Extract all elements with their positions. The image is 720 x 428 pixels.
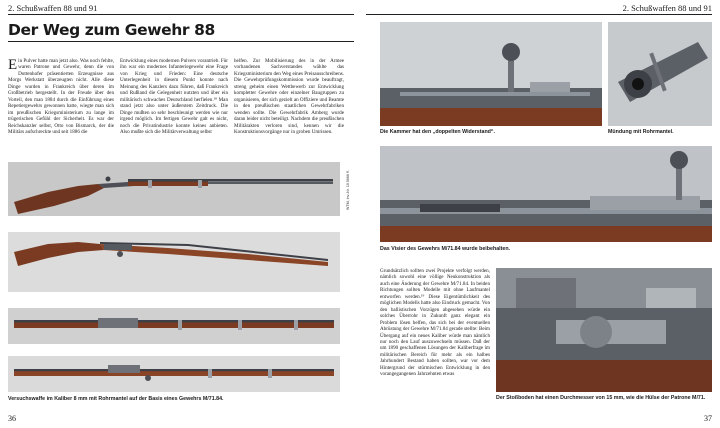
rifle-photo-1 bbox=[8, 162, 340, 216]
left-header-rule bbox=[8, 14, 354, 15]
caption-kammer: Die Kammer hat den „doppelten Widerstand“. bbox=[380, 129, 496, 135]
text-column-3: helfen. Zur Mobilisierung des in der Armee vorhandenen Sachverstandes wählte das Kriegsministerium den Weg eines Preisausschreibens. Die Gewehrprüfungskommission wurde beauftragt, streng geheim einen Wettbewerb zur Entwicklung kompletter Gewehre oder einzelner Baugruppen zu organisieren, der sich gezielt an Offiziere und Beamte in den preußischen staatlichen Gewehrfabriken wenden sollte. Die Gewehrfabrik Amberg wurde daran leider nicht beteiligt. Nachdem die preußischen Militärakten verloren sind, kennen wir die Konstruktionsvorgänge nur in groben Umrissen. bbox=[234, 58, 344, 135]
caption-muendung: Mündung mit Rohrmantel. bbox=[608, 129, 674, 135]
text-column-2: Entwicklung eines modernen Pulvers vorantrieb. Für ihn war ein modernes Infanteriegewehr eine Frage von Krieg und Frieden: Eine deutsche Unterlegenheit in diesem Punkt konnte nach Meinung des Kanzlers dazu führen, daß Frankreich und Rußland die Gelegenheit nutzten und über ein militärisch schwaches Deutschland herfielen.¹⁸ Man stand jetzt also unter äußerstem Zeitdruck. Die Dinge mußten so sehr beschleunigt werden wie nur irgend möglich. Im fertigen Gewehr galt es nicht, noch die Privatindustrie konnte keines anbieten. Also mußte sich die Militärverwaltung selbst bbox=[120, 58, 228, 135]
muendung-photo bbox=[608, 22, 712, 126]
right-header-rule bbox=[366, 14, 712, 15]
visier-photo bbox=[380, 146, 712, 242]
right-running-head: 2. Schußwaffen 88 und 91 bbox=[622, 3, 712, 13]
page-title: Der Weg zum Gewehr 88 bbox=[8, 21, 215, 39]
text-column-1 bbox=[8, 58, 114, 155]
photo-credit: WTM, Inv.-Nr. 10.5666 ff. bbox=[346, 170, 350, 210]
text-column-1-body: in Pulver hatte man jetzt also. Was noch fehlte, waren Patrone und Gewehr, denn die von Duttenhofer präsentierten Erzeugnisse aus Morgs Werkstatt überzeugten nicht. Alle diese Dinge wurden in Frankreich über deren im Großbetrieb hergestellt. In der Freude über den Vorteil, den man 1884 durch die Einführung eines Repetiergewehrs gewonnen hatte, wiegte man sich im preußischen Kriegsministerium zu lange im trügerischen Gefühl der Sicherheit. Es war der Reichskanzler selbst, Otto von Bismarck, der die Militärs aufschreckte und seit 1886 die bbox=[8, 58, 114, 135]
kammer-photo bbox=[380, 22, 602, 126]
rifle-photo-2 bbox=[8, 232, 340, 292]
title-rule bbox=[8, 41, 354, 42]
stossboden-photo bbox=[496, 268, 712, 392]
text-column-right: Grundsätzlich sollten zwei Projekte verfolgt werden, nämlich sowohl eine völlige Neukonstruktion als auch eine Änderung der Gewehre M/71.84. In beiden Richtungen sollten Modelle mit ohne Laufmantel entworfen werden.¹⁹ Diese Eigentümlichkeit des möglichen Modells hatte also Eindruck gemacht. Von den ballistischen Vorzügen abgesehen würde ein solches Überrohr in Zukunft ganz elegant ein Problem lösen helfen, das sich bei der eventuellen Abrüstung der Gewehre M/71.84 gerade stellte: Beim Übergang auf ein neues Kaliber würde man nämlich nur noch den Lauf auszuwechseln müssen. Daß der um 1890 geschaffenen Lösungen der Kaliberfrage im militärischen Bereich für mehr als ein halbes Jahrhundert Bestand haben sollten, war vor dem Hintergrund der stürmischen Entwicklung in den vorangegangenen Jahrzehnten etwas bbox=[380, 268, 490, 378]
left-page-number: 36 bbox=[8, 414, 16, 423]
drop-cap: E bbox=[8, 58, 18, 73]
rifle-photo-3 bbox=[8, 308, 340, 344]
right-page-number: 37 bbox=[704, 414, 712, 423]
caption-stossboden: Der Stoßboden hat einen Durchmesser von 15 mm, wie die Hülse der Patrone M/71. bbox=[496, 395, 706, 401]
caption-visier: Das Visier des Gewehrs M/71.84 wurde beibehalten. bbox=[380, 246, 511, 252]
left-running-head: 2. Schußwaffen 88 und 91 bbox=[8, 3, 98, 13]
left-figure-caption: Versuchswaffe im Kaliber 8 mm mit Rohrmantel auf der Basis eines Gewehrs M/71.84. bbox=[8, 396, 224, 402]
rifle-photo-4 bbox=[8, 356, 340, 392]
